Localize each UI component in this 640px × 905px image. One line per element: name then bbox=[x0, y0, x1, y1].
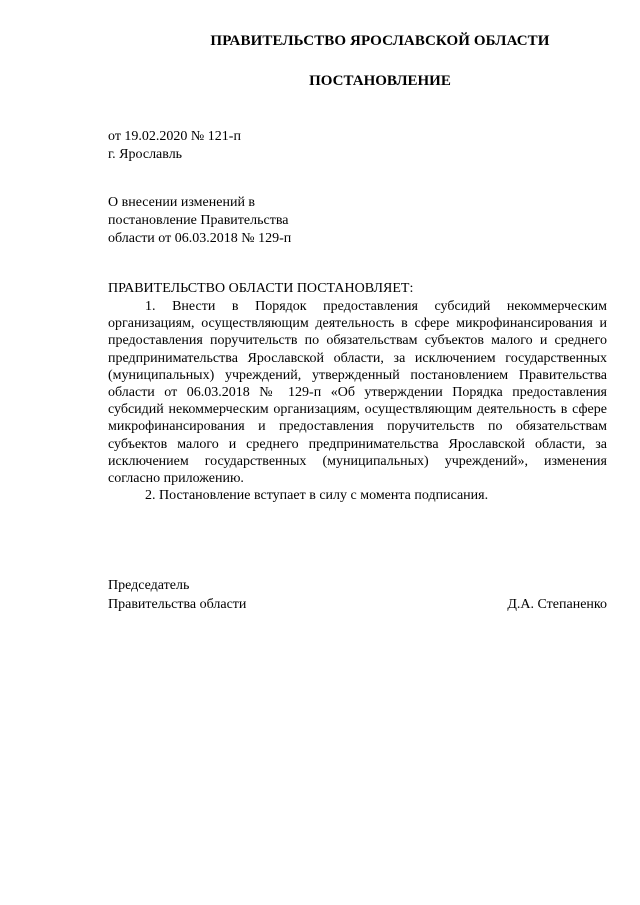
signature-block bbox=[108, 576, 607, 614]
document-body bbox=[108, 298, 607, 504]
organization-title: ПРАВИТЕЛЬСТВО ЯРОСЛАВСКОЙ ОБЛАСТИ bbox=[210, 33, 550, 49]
paragraph-item-1: 1. Внести в Порядок предоставления субсидий некоммерческим организациям, осуществляющим деятельность в сфере микрофинансирования и предоставления поручительств по обязательствам субъектов малого и среднего предпринимательства Ярославской области, за исключением государственных (муниципальных) учреждений, утвержденный постановлением Правительства области от 06.03.2018 № 129-п «Об утверждении Порядка предоставления субсидий некоммерческим организациям, осуществляющим деятельность в сфере микрофинансирования и предоставления поручительств по обязательствам субъектов малого и среднего предпринимательства Ярославской области, за исключением государственных (муниципальных) учреждений», изменения согласно приложению. bbox=[108, 299, 607, 487]
signatory-position: Председатель bbox=[108, 578, 190, 593]
preamble: ПРАВИТЕЛЬСТВО ОБЛАСТИ ПОСТАНОВЛЯЕТ: bbox=[108, 281, 414, 296]
date-number-line: от 19.02.2020 № 121-п bbox=[108, 129, 241, 144]
signatory-name: Д.А. Степаненко bbox=[507, 597, 607, 612]
subject-line: О внесении изменений в bbox=[108, 195, 256, 210]
signature-row bbox=[108, 595, 607, 614]
document-type-title: ПОСТАНОВЛЕНИЕ bbox=[309, 73, 451, 89]
subject-line: области от 06.03.2018 № 129-п bbox=[108, 231, 292, 246]
paragraph-item-2: 2. Постановление вступает в силу с момента подписания. bbox=[145, 488, 489, 504]
subject-line: постановление Правительства bbox=[108, 213, 289, 228]
city-line: г. Ярославль bbox=[108, 147, 183, 162]
signatory-position: Правительства области bbox=[108, 597, 247, 612]
subject-block bbox=[108, 194, 368, 248]
